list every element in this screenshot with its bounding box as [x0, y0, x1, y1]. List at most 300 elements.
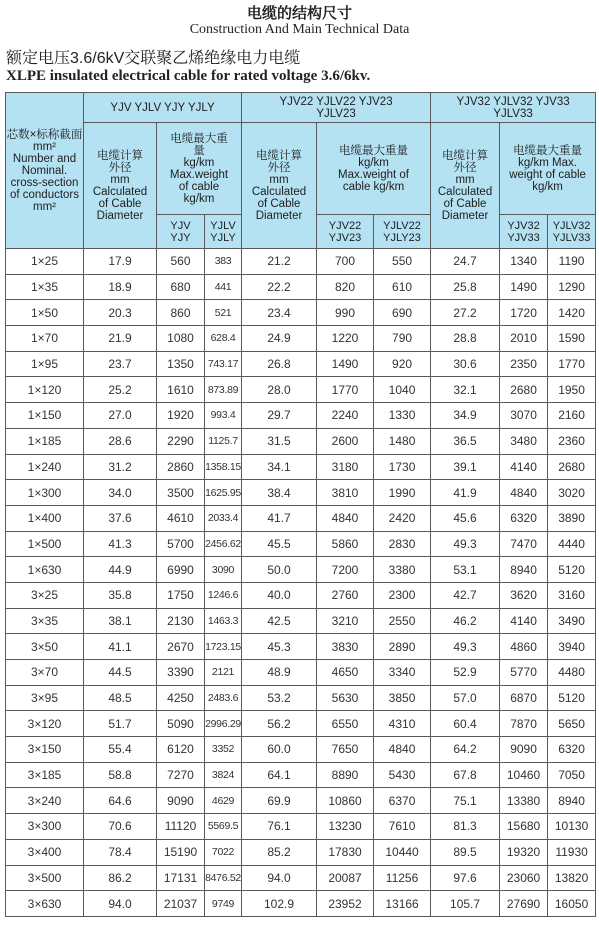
table-row — [6, 326, 596, 352]
conductor-size-cell: 3×630 — [6, 891, 84, 917]
table-row — [6, 249, 596, 275]
weight-cell: 3020 — [548, 480, 596, 506]
table-row — [6, 351, 596, 377]
weight-cell: 8890 — [317, 762, 374, 788]
group-header-yjv: YJV YJLV YJY YJLY — [84, 93, 242, 123]
weight-cell: 6370 — [374, 788, 431, 814]
weight-cell: 20087 — [317, 865, 374, 891]
weight-cell: 2830 — [374, 531, 431, 557]
weight-cell: 743.17 — [205, 351, 242, 377]
weight-cell: 1750 — [157, 582, 205, 608]
weight-cell: 2890 — [374, 634, 431, 660]
weight-cell: 1246.6 — [205, 582, 242, 608]
weight-cell: 1420 — [548, 300, 596, 326]
weight-cell: 2300 — [374, 582, 431, 608]
weight-cell: 9090 — [157, 788, 205, 814]
weight-cell: 3390 — [157, 660, 205, 686]
subheader-yjlv-yjly: YJLV YJLY — [205, 215, 242, 249]
weight-cell: 5700 — [157, 531, 205, 557]
diameter-cell: 34.1 — [242, 454, 317, 480]
conductor-size-header: 芯数×标称截面 mm² Number and Nominal. cross-section of conductors mm² — [6, 93, 84, 249]
diameter-cell: 34.0 — [84, 480, 157, 506]
diameter-cell: 18.9 — [84, 274, 157, 300]
weight-cell: 1610 — [157, 377, 205, 403]
conductor-size-cell: 1×300 — [6, 480, 84, 506]
diameter-cell: 75.1 — [431, 788, 500, 814]
weight-cell: 16050 — [548, 891, 596, 917]
diameter-cell: 34.9 — [431, 403, 500, 429]
conductor-size-cell: 1×50 — [6, 300, 84, 326]
weight-cell: 2240 — [317, 403, 374, 429]
table-row — [6, 608, 596, 634]
table-row — [6, 660, 596, 686]
weight-cell: 9749 — [205, 891, 242, 917]
diameter-cell: 41.1 — [84, 634, 157, 660]
weight-cell: 3210 — [317, 608, 374, 634]
subheader-yjlv22-yjly23: YJLV22 YJLY23 — [374, 215, 431, 249]
diameter-cell: 64.1 — [242, 762, 317, 788]
weight-cell: 993.4 — [205, 403, 242, 429]
weight-cell: 1770 — [548, 351, 596, 377]
table-row — [6, 737, 596, 763]
diameter-cell: 27.0 — [84, 403, 157, 429]
group-header-yjv22: YJV22 YJLV22 YJV23 YJLV23 — [242, 93, 431, 123]
subheader-yjv-yjy: YJV YJY — [157, 215, 205, 249]
diameter-cell: 42.5 — [242, 608, 317, 634]
diameter-cell: 20.3 — [84, 300, 157, 326]
diameter-cell: 27.2 — [431, 300, 500, 326]
weight-cell: 4610 — [157, 505, 205, 531]
weight-cell: 2860 — [157, 454, 205, 480]
cable-spec-table — [5, 92, 596, 917]
diameter-cell: 17.9 — [84, 249, 157, 275]
weight-cell: 10130 — [548, 814, 596, 840]
weight-cell: 4310 — [374, 711, 431, 737]
weight-cell: 19320 — [500, 839, 548, 865]
weight-cell: 7200 — [317, 557, 374, 583]
weight-cell: 7022 — [205, 839, 242, 865]
weight-cell: 3810 — [317, 480, 374, 506]
weight-cell: 5430 — [374, 762, 431, 788]
diameter-cell: 64.2 — [431, 737, 500, 763]
conductor-size-cell: 3×25 — [6, 582, 84, 608]
weight-cell: 441 — [205, 274, 242, 300]
table-row — [6, 505, 596, 531]
weight-cell: 860 — [157, 300, 205, 326]
table-row — [6, 300, 596, 326]
diameter-cell: 45.3 — [242, 634, 317, 660]
weight-cell: 383 — [205, 249, 242, 275]
weight-cell: 15680 — [500, 814, 548, 840]
weight-cell: 2420 — [374, 505, 431, 531]
diameter-cell: 86.2 — [84, 865, 157, 891]
weight-cell: 790 — [374, 326, 431, 352]
page-title: 电缆的结构尺寸 — [246, 5, 352, 22]
table-row — [6, 865, 596, 891]
diameter-cell: 81.3 — [431, 814, 500, 840]
diameter-cell: 89.5 — [431, 839, 500, 865]
diameter-cell: 25.2 — [84, 377, 157, 403]
weight-cell: 3940 — [548, 634, 596, 660]
conductor-size-cell: 3×150 — [6, 737, 84, 763]
diameter-cell: 57.0 — [431, 685, 500, 711]
weight-header-yjv22: 电缆最大重量 kg/km Max.weight of cable kg/km — [317, 123, 431, 215]
weight-cell: 7470 — [500, 531, 548, 557]
table-body — [6, 249, 596, 917]
conductor-size-cell: 3×185 — [6, 762, 84, 788]
weight-cell: 990 — [317, 300, 374, 326]
diameter-cell: 97.6 — [431, 865, 500, 891]
weight-cell: 1080 — [157, 326, 205, 352]
table-subtitle: 额定电压3.6/6kV交联聚乙烯绝缘电力电缆 — [6, 50, 301, 67]
weight-cell: 1463.3 — [205, 608, 242, 634]
weight-cell: 13230 — [317, 814, 374, 840]
diameter-cell: 38.4 — [242, 480, 317, 506]
diameter-cell: 21.2 — [242, 249, 317, 275]
weight-cell: 7610 — [374, 814, 431, 840]
conductor-size-cell: 3×240 — [6, 788, 84, 814]
weight-cell: 8940 — [548, 788, 596, 814]
diameter-cell: 32.1 — [431, 377, 500, 403]
weight-cell: 13166 — [374, 891, 431, 917]
diameter-cell: 44.5 — [84, 660, 157, 686]
weight-cell: 560 — [157, 249, 205, 275]
weight-cell: 1490 — [317, 351, 374, 377]
diameter-cell: 28.6 — [84, 428, 157, 454]
diameter-header-yjv22: 电缆计算 外径 mm Calculated of Cable Diameter — [242, 123, 317, 249]
weight-cell: 21037 — [157, 891, 205, 917]
diameter-cell: 35.8 — [84, 582, 157, 608]
diameter-header-yjv32: 电缆计算 外径 mm Calculated of Cable Diameter — [431, 123, 500, 249]
diameter-cell: 28.8 — [431, 326, 500, 352]
diameter-cell: 70.6 — [84, 814, 157, 840]
table-row — [6, 531, 596, 557]
weight-cell: 1490 — [500, 274, 548, 300]
conductor-size-cell: 3×35 — [6, 608, 84, 634]
diameter-header-yjv: 电缆计算 外径 mm Calculated of Cable Diameter — [84, 123, 157, 249]
diameter-cell: 21.9 — [84, 326, 157, 352]
weight-cell: 3830 — [317, 634, 374, 660]
diameter-cell: 39.1 — [431, 454, 500, 480]
diameter-cell: 41.3 — [84, 531, 157, 557]
weight-cell: 23060 — [500, 865, 548, 891]
conductor-size-cell: 1×185 — [6, 428, 84, 454]
weight-cell: 2483.6 — [205, 685, 242, 711]
diameter-cell: 102.9 — [242, 891, 317, 917]
weight-cell: 5860 — [317, 531, 374, 557]
weight-cell: 3180 — [317, 454, 374, 480]
diameter-cell: 53.1 — [431, 557, 500, 583]
weight-cell: 2680 — [500, 377, 548, 403]
weight-cell: 3340 — [374, 660, 431, 686]
group-header-yjv32: YJV32 YJLV32 YJV33 YJLV33 — [431, 93, 596, 123]
table-row — [6, 454, 596, 480]
weight-cell: 1950 — [548, 377, 596, 403]
weight-cell: 6870 — [500, 685, 548, 711]
conductor-size-cell: 1×35 — [6, 274, 84, 300]
table-row — [6, 634, 596, 660]
weight-cell: 3824 — [205, 762, 242, 788]
diameter-cell: 85.2 — [242, 839, 317, 865]
weight-cell: 2033.4 — [205, 505, 242, 531]
weight-cell: 7050 — [548, 762, 596, 788]
conductor-size-cell: 3×70 — [6, 660, 84, 686]
weight-cell: 1350 — [157, 351, 205, 377]
weight-cell: 5770 — [500, 660, 548, 686]
diameter-cell: 105.7 — [431, 891, 500, 917]
weight-cell: 10460 — [500, 762, 548, 788]
weight-cell: 8940 — [500, 557, 548, 583]
diameter-cell: 45.6 — [431, 505, 500, 531]
conductor-size-cell: 3×50 — [6, 634, 84, 660]
subheader-yjv22-yjv23: YJV22 YJV23 — [317, 215, 374, 249]
weight-cell: 820 — [317, 274, 374, 300]
weight-cell: 4480 — [548, 660, 596, 686]
weight-cell: 3070 — [500, 403, 548, 429]
conductor-size-cell: 1×240 — [6, 454, 84, 480]
weight-cell: 1330 — [374, 403, 431, 429]
weight-cell: 1920 — [157, 403, 205, 429]
weight-header-yjv: 电缆最大重 量 kg/km Max.weight of cable kg/km — [157, 123, 242, 215]
weight-cell: 17830 — [317, 839, 374, 865]
diameter-cell: 51.7 — [84, 711, 157, 737]
weight-cell: 6320 — [500, 505, 548, 531]
weight-cell: 6120 — [157, 737, 205, 763]
weight-cell: 1340 — [500, 249, 548, 275]
weight-cell: 1125.7 — [205, 428, 242, 454]
conductor-size-cell: 1×120 — [6, 377, 84, 403]
diameter-cell: 41.7 — [242, 505, 317, 531]
weight-cell: 2600 — [317, 428, 374, 454]
weight-cell: 10860 — [317, 788, 374, 814]
table-row — [6, 762, 596, 788]
weight-cell: 17131 — [157, 865, 205, 891]
diameter-cell: 22.2 — [242, 274, 317, 300]
diameter-cell: 56.2 — [242, 711, 317, 737]
weight-cell: 3490 — [548, 608, 596, 634]
table-row — [6, 788, 596, 814]
diameter-cell: 25.8 — [431, 274, 500, 300]
weight-cell: 23952 — [317, 891, 374, 917]
weight-cell: 13820 — [548, 865, 596, 891]
table-row — [6, 814, 596, 840]
weight-cell: 3352 — [205, 737, 242, 763]
weight-cell: 5120 — [548, 685, 596, 711]
weight-cell: 1358.15 — [205, 454, 242, 480]
table-subtitle-english: XLPE insulated electrical cable for rated voltage 3.6/6kv. — [6, 68, 371, 84]
page-title-english: Construction And Main Technical Data — [189, 22, 410, 37]
weight-cell: 5650 — [548, 711, 596, 737]
weight-cell: 1040 — [374, 377, 431, 403]
weight-cell: 3620 — [500, 582, 548, 608]
conductor-size-cell: 1×500 — [6, 531, 84, 557]
weight-cell: 2130 — [157, 608, 205, 634]
weight-cell: 873.89 — [205, 377, 242, 403]
conductor-size-cell: 1×95 — [6, 351, 84, 377]
weight-cell: 2760 — [317, 582, 374, 608]
diameter-cell: 40.0 — [242, 582, 317, 608]
weight-cell: 5090 — [157, 711, 205, 737]
diameter-cell: 69.9 — [242, 788, 317, 814]
weight-cell: 2121 — [205, 660, 242, 686]
weight-cell: 5630 — [317, 685, 374, 711]
diameter-cell: 53.2 — [242, 685, 317, 711]
weight-cell: 4840 — [374, 737, 431, 763]
weight-cell: 628.4 — [205, 326, 242, 352]
weight-cell: 13380 — [500, 788, 548, 814]
diameter-cell: 28.0 — [242, 377, 317, 403]
conductor-size-cell: 1×630 — [6, 557, 84, 583]
weight-cell: 3380 — [374, 557, 431, 583]
weight-cell: 3890 — [548, 505, 596, 531]
diameter-cell: 24.7 — [431, 249, 500, 275]
weight-cell: 1190 — [548, 249, 596, 275]
weight-cell: 2160 — [548, 403, 596, 429]
weight-cell: 3500 — [157, 480, 205, 506]
diameter-cell: 50.0 — [242, 557, 317, 583]
weight-cell: 2680 — [548, 454, 596, 480]
diameter-cell: 55.4 — [84, 737, 157, 763]
diameter-cell: 46.2 — [431, 608, 500, 634]
diameter-cell: 76.1 — [242, 814, 317, 840]
weight-cell: 9090 — [500, 737, 548, 763]
diameter-cell: 36.5 — [431, 428, 500, 454]
weight-cell: 1990 — [374, 480, 431, 506]
weight-cell: 7270 — [157, 762, 205, 788]
diameter-cell: 94.0 — [84, 891, 157, 917]
weight-cell: 11256 — [374, 865, 431, 891]
weight-cell: 2670 — [157, 634, 205, 660]
weight-header-yjv32: 电缆最大重量 kg/km Max. weight of cable kg/km — [500, 123, 596, 215]
diameter-cell: 41.9 — [431, 480, 500, 506]
weight-cell: 2550 — [374, 608, 431, 634]
conductor-size-cell: 1×400 — [6, 505, 84, 531]
table-row — [6, 582, 596, 608]
diameter-cell: 49.3 — [431, 531, 500, 557]
weight-cell: 690 — [374, 300, 431, 326]
weight-cell: 7650 — [317, 737, 374, 763]
diameter-cell: 48.9 — [242, 660, 317, 686]
weight-cell: 4140 — [500, 608, 548, 634]
weight-cell: 2290 — [157, 428, 205, 454]
weight-cell: 6990 — [157, 557, 205, 583]
weight-cell: 6320 — [548, 737, 596, 763]
weight-cell: 4140 — [500, 454, 548, 480]
diameter-cell: 64.6 — [84, 788, 157, 814]
table-row — [6, 711, 596, 737]
weight-cell: 3480 — [500, 428, 548, 454]
weight-cell: 920 — [374, 351, 431, 377]
diameter-cell: 78.4 — [84, 839, 157, 865]
weight-cell: 4860 — [500, 634, 548, 660]
conductor-size-cell: 1×70 — [6, 326, 84, 352]
diameter-cell: 24.9 — [242, 326, 317, 352]
weight-cell: 1720 — [500, 300, 548, 326]
weight-cell: 4840 — [317, 505, 374, 531]
weight-cell: 1480 — [374, 428, 431, 454]
conductor-size-cell: 3×300 — [6, 814, 84, 840]
weight-cell: 3850 — [374, 685, 431, 711]
weight-cell: 10440 — [374, 839, 431, 865]
diameter-cell: 60.0 — [242, 737, 317, 763]
weight-cell: 1730 — [374, 454, 431, 480]
weight-cell: 5569.5 — [205, 814, 242, 840]
subheader-yjlv32-yjlv33: YJLV32 YJLV33 — [548, 215, 596, 249]
weight-cell: 6550 — [317, 711, 374, 737]
diameter-cell: 31.5 — [242, 428, 317, 454]
diameter-cell: 42.7 — [431, 582, 500, 608]
weight-cell: 15190 — [157, 839, 205, 865]
diameter-cell: 23.4 — [242, 300, 317, 326]
diameter-cell: 26.8 — [242, 351, 317, 377]
table-row — [6, 557, 596, 583]
diameter-cell: 60.4 — [431, 711, 500, 737]
weight-cell: 2996.29 — [205, 711, 242, 737]
table-row — [6, 403, 596, 429]
conductor-size-cell: 3×95 — [6, 685, 84, 711]
weight-cell: 1590 — [548, 326, 596, 352]
weight-cell: 4250 — [157, 685, 205, 711]
weight-cell: 4440 — [548, 531, 596, 557]
table-row — [6, 480, 596, 506]
table-row — [6, 428, 596, 454]
table-header — [6, 93, 596, 249]
diameter-cell: 23.7 — [84, 351, 157, 377]
weight-cell: 4629 — [205, 788, 242, 814]
diameter-cell: 52.9 — [431, 660, 500, 686]
weight-cell: 1290 — [548, 274, 596, 300]
table-row — [6, 377, 596, 403]
diameter-cell: 30.6 — [431, 351, 500, 377]
weight-cell: 1770 — [317, 377, 374, 403]
weight-cell: 550 — [374, 249, 431, 275]
weight-cell: 27690 — [500, 891, 548, 917]
diameter-cell: 58.8 — [84, 762, 157, 788]
diameter-cell: 45.5 — [242, 531, 317, 557]
weight-cell: 7870 — [500, 711, 548, 737]
weight-cell: 5120 — [548, 557, 596, 583]
weight-cell: 3090 — [205, 557, 242, 583]
weight-cell: 2456.62 — [205, 531, 242, 557]
weight-cell: 1625.95 — [205, 480, 242, 506]
conductor-size-cell: 1×150 — [6, 403, 84, 429]
table-row — [6, 891, 596, 917]
conductor-size-cell: 3×400 — [6, 839, 84, 865]
weight-cell: 11930 — [548, 839, 596, 865]
table-row — [6, 274, 596, 300]
conductor-size-cell: 1×25 — [6, 249, 84, 275]
diameter-cell: 48.5 — [84, 685, 157, 711]
diameter-cell: 67.8 — [431, 762, 500, 788]
weight-cell: 521 — [205, 300, 242, 326]
weight-cell: 2350 — [500, 351, 548, 377]
subheader-yjv32-yjv33: YJV32 YJV33 — [500, 215, 548, 249]
weight-cell: 1220 — [317, 326, 374, 352]
weight-cell: 2010 — [500, 326, 548, 352]
diameter-cell: 49.3 — [431, 634, 500, 660]
weight-cell: 4650 — [317, 660, 374, 686]
weight-cell: 2360 — [548, 428, 596, 454]
weight-cell: 4840 — [500, 480, 548, 506]
weight-cell: 3160 — [548, 582, 596, 608]
conductor-size-cell: 3×500 — [6, 865, 84, 891]
conductor-size-cell: 3×120 — [6, 711, 84, 737]
diameter-cell: 44.9 — [84, 557, 157, 583]
diameter-cell: 37.6 — [84, 505, 157, 531]
weight-cell: 8476.52 — [205, 865, 242, 891]
weight-cell: 700 — [317, 249, 374, 275]
weight-cell: 680 — [157, 274, 205, 300]
